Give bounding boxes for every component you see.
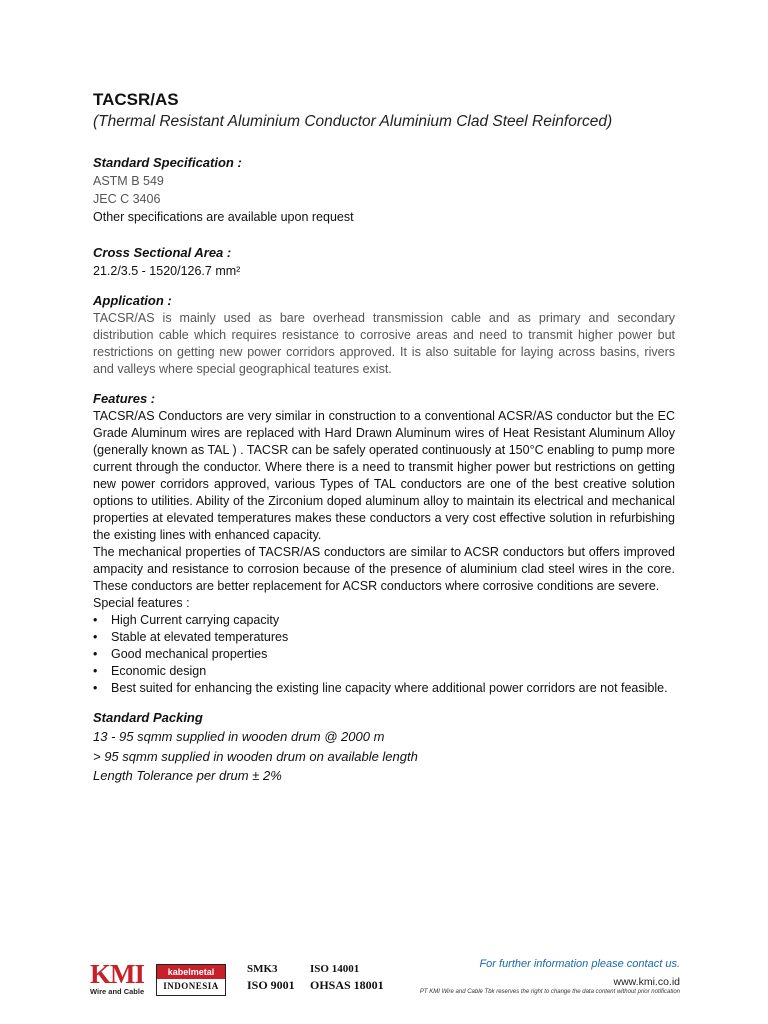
list-item: • High Current carrying capacity	[93, 613, 280, 627]
kabelmetal-logo: kabelmetal INDONESIA	[156, 964, 226, 996]
page-subtitle: (Thermal Resistant Aluminium Conductor Aluminium Clad Steel Reinforced)	[93, 113, 613, 130]
bullet-icon: •	[93, 613, 98, 627]
list-item: • Stable at elevated temperatures	[93, 630, 289, 644]
packing-line: 13 - 95 sqmm supplied in wooden drum @ 2000 m	[93, 729, 385, 744]
packing-line: > 95 sqmm supplied in wooden drum on available length	[93, 748, 418, 764]
bullet-icon: •	[93, 647, 98, 661]
kmi-logo: KMI Wire and Cable	[90, 959, 145, 996]
document-body	[93, 90, 675, 786]
cross-section-heading: Cross Sectional Area :	[93, 245, 232, 260]
smk3-cert: SMK3	[247, 963, 278, 975]
footer	[90, 955, 680, 1000]
application-heading: Application :	[93, 293, 172, 308]
packing-section	[93, 709, 675, 786]
standard-spec-section	[93, 154, 675, 226]
list-item: • Good mechanical properties	[93, 647, 268, 661]
cross-section-value: 21.2/3.5 - 1520/126.7 mm²	[93, 264, 241, 278]
iso14001-cert: ISO 14001	[310, 963, 360, 975]
spec-item: ASTM B 549	[93, 174, 164, 188]
cross-section-section	[93, 244, 675, 280]
website-link[interactable]: www.kmi.co.id	[613, 976, 680, 988]
features-section	[93, 390, 675, 697]
application-section	[93, 292, 675, 378]
packing-heading: Standard Packing	[93, 710, 203, 725]
rights-notice: PT KMI Wire and Cable Tbk reserves the right to change the data content without prior notification	[419, 989, 680, 995]
bullet-icon: •	[93, 630, 98, 644]
special-features-list	[93, 612, 675, 697]
special-features-heading: Special features :	[93, 596, 190, 610]
spec-item: JEC C 3406	[93, 192, 161, 206]
bullet-icon: •	[93, 681, 98, 695]
features-paragraph: The mechanical properties of TACSR/AS conductors are similar to ACSR conductors but offers improved ampacity and resistance to corrosion because of the presence of aluminium clad steel wires in the core. These conductors are better replacement for ACSR conductors where corrosive conditions are severe.	[93, 545, 675, 593]
list-item: • Economic design	[93, 664, 207, 678]
page-title: TACSR/AS	[93, 90, 179, 109]
packing-line: Length Tolerance per drum ± 2%	[93, 768, 282, 783]
features-paragraph: TACSR/AS Conductors are very similar in construction to a conventional ACSR/AS conductor but the EC Grade Aluminum wires are replaced with Hard Drawn Aluminum wires of Heat Resistant Aluminum Alloy (generally known as TAL ) . TACSR can be safely operated continuously at 150°C enabling to pump more current through the conductor. Where there is a need to transmit higher power but restrictions on getting new power corridors approved, various Types of TAL conductors are one of the best creative solution options to utilities. Ability of the Zirconium doped aluminum alloy to maintain its electrical and mechanical properties at elevated temperatures makes these conductors a very cost effective solution in refurbishing the existing lines with enhanced capacity.	[93, 409, 675, 542]
list-item: • Best suited for enhancing the existing line capacity where additional power corridors are not feasible.	[93, 681, 668, 695]
bullet-icon: •	[93, 664, 98, 678]
iso9001-cert: ISO 9001	[247, 978, 295, 992]
ohsas-cert: OHSAS 18001	[310, 978, 384, 992]
spec-note: Other specifications are available upon request	[93, 210, 354, 224]
contact-text: For further information please contact us.	[479, 958, 680, 970]
standard-spec-heading: Standard Specification :	[93, 155, 242, 170]
features-heading: Features :	[93, 391, 156, 406]
application-text: TACSR/AS is mainly used as bare overhead transmission cable and as primary and secondary distribution cable which requires resistance to corrosive areas and need to transmit higher power but restrictions on getting new power corridors approved. It is also suitable for laying across basins, rivers and valleys where special geographical teatures exist.	[93, 311, 675, 376]
